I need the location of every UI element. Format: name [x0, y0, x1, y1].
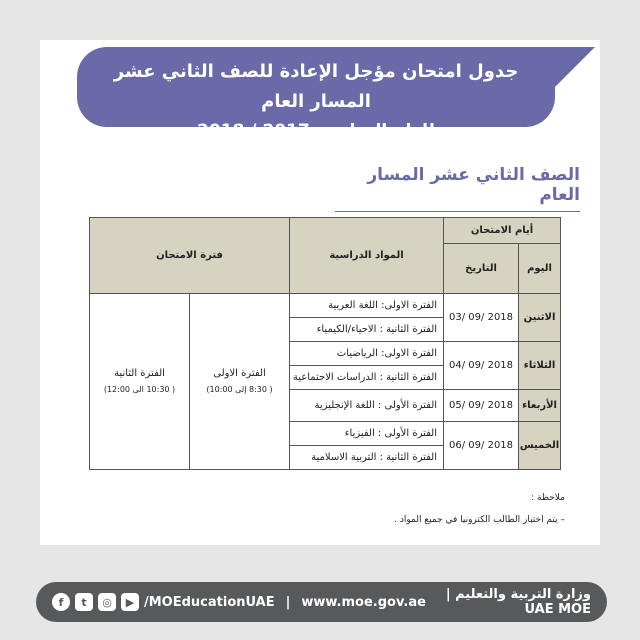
period1-time: ( 8:30 إلى 10:00)	[206, 384, 273, 394]
facebook-icon[interactable]: f	[52, 593, 70, 611]
notes	[394, 487, 565, 531]
footer-bar	[36, 582, 607, 622]
period1-cell	[190, 294, 290, 470]
date-cell: 2018 /09 /03	[444, 294, 519, 342]
footer-separator: |	[285, 594, 291, 610]
title-banner	[77, 47, 555, 141]
website-link[interactable]: www.moe.gov.ae	[301, 594, 426, 610]
subject-cell: الفترة الاولى: الرياضيات	[290, 342, 444, 366]
footer-social	[52, 593, 426, 611]
subject-cell: الفترة الثانية : الدراسات الاجتماعية	[290, 366, 444, 390]
youtube-icon[interactable]: ▶	[121, 593, 139, 611]
instagram-icon[interactable]: ◎	[98, 593, 116, 611]
banner-title: جدول امتحان مؤجل الإعادة للصف الثاني عشر المسار العام	[113, 61, 519, 112]
date-cell: 2018 /09 /05	[444, 390, 519, 422]
day-cell: الثلاثاء	[519, 342, 561, 390]
subject-cell: الفترة الثانية : التربية الاسلامية	[290, 446, 444, 470]
date-cell: 2018 /09 /06	[444, 422, 519, 470]
section-title: الصف الثاني عشر المسار العام	[335, 165, 580, 212]
twitter-icon[interactable]: t	[75, 593, 93, 611]
ministry-name: وزارة التربية والتعليم | UAE MOE	[445, 587, 591, 617]
subject-cell: الفترة الثانية : الاحياء/الكيمياء	[290, 318, 444, 342]
exam-schedule-table	[89, 217, 561, 470]
period2-cell	[90, 294, 190, 470]
subject-cell: الفترة الأولى : الفيزياء	[290, 422, 444, 446]
banner-year: للعام الدراسي 2017 / 2018	[197, 121, 435, 141]
date-cell: 2018 /09 /04	[444, 342, 519, 390]
period2-time: ( 10:30 الى 12:00)	[103, 384, 176, 394]
day-cell: الخميس	[519, 422, 561, 470]
header-day: اليوم	[519, 244, 561, 294]
subject-cell: الفترة الأولى : اللغة الإنجليزية	[290, 390, 444, 422]
header-exam-period: فترة الامتحان	[90, 218, 290, 294]
period2-title: الفترة الثانية	[114, 367, 165, 379]
header-exam-days: أيام الامتحان	[444, 218, 561, 244]
day-cell: الاثنين	[519, 294, 561, 342]
header-subjects: المواد الدراسية	[290, 218, 444, 294]
subject-cell: الفترة الاولى: اللغة العربية	[290, 294, 444, 318]
social-handle[interactable]: /MOEducationUAE	[144, 594, 275, 610]
notes-label: ملاحظة :	[531, 493, 565, 503]
notes-item: – يتم اختبار الطالب الكترونيا في جميع المواد .	[394, 515, 565, 525]
header-date: التاريخ	[444, 244, 519, 294]
day-cell: الأربعاء	[519, 390, 561, 422]
period1-title: الفترة الاولى	[213, 367, 266, 379]
table-row	[90, 294, 561, 318]
